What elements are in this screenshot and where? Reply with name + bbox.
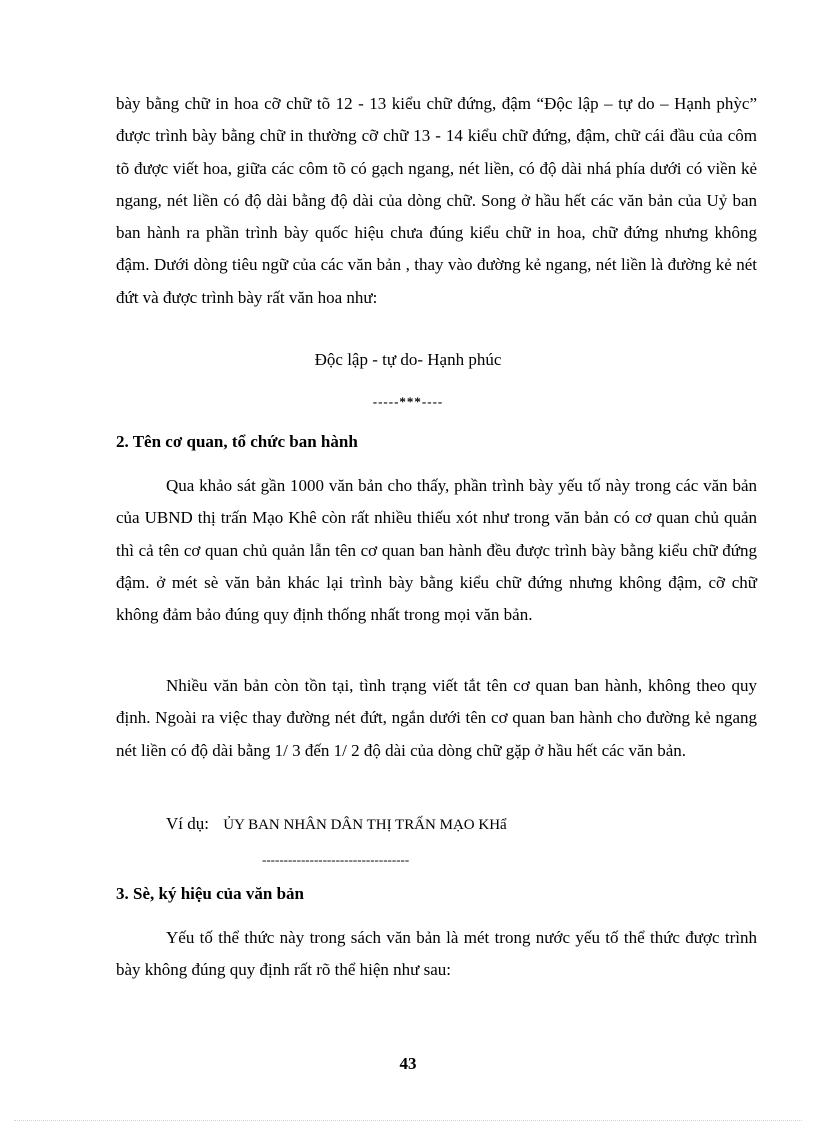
paragraph-abbreviation-issues: Nhiều văn bản còn tồn tại, tình trạng viết tắt tên cơ quan ban hành, không theo quy định. Ngoài ra việc thay đường nét đứt, ngắn dưới tên cơ quan ban hành cho đường kẻ ngang nét liền có độ dài bằng 1/ 3 đến 1/ 2 độ dài của dòng chữ gặp ở hầu hết các văn bản. xyxy=(116,676,757,760)
motto-example: Độc lập - tự do- Hạnh phúc xyxy=(314,350,502,369)
paragraph-document-number-intro: Yếu tố thể thức này trong sách văn bản là mét trong nước yếu tố thể thức được trình bày không đúng quy định rất rõ thể hiện như sau: xyxy=(116,928,757,980)
example-label: Ví dụ: xyxy=(166,814,209,833)
example-organization-name: ỦY BAN NHÂN DÂN THỊ TRẤN MẠO KHẩ xyxy=(223,817,507,833)
paragraph-agency-survey: Qua khảo sát gần 1000 văn bản cho thấy, phần trình bày yếu tố này trong các văn bản của UBND thị trấn Mạo Khê còn rất nhiều thiếu xót như trong văn bản có cơ quan chủ quản thì cả tên cơ quan chủ quản lẫn tên cơ quan ban hành đều được trình bày bằng kiểu chữ đứng đậm. ở mét sè văn bản khác lại trình bày bằng kiểu chữ đứng nhưng không đậm, cỡ chữ không đảm bảo đúng quy định thống nhất trong mọi văn bản. xyxy=(116,476,757,625)
page-bottom-divider xyxy=(14,1120,802,1121)
page-number: 43 xyxy=(399,1054,417,1073)
section-heading-document-number: 3. Sè, ký hiệu của văn bản xyxy=(116,884,304,903)
paragraph-national-motto-format: bày bằng chữ in hoa cỡ chữ tõ 12 - 13 kiểu chữ đứng, đậm “Độc lập – tự do – Hạnh phỳc” được trình bày bằng chữ in thường cỡ chữ 13 - 14 kiểu chữ đứng, đậm, chữ cái đầu của côm tõ được viết hoa, giữa các côm tõ có gạch ngang, nét liền, có độ dài nhá phía dưới có viền kẻ ngang, nét liền có độ dài bằng độ dài của dòng chữ. Song ở hầu hết các văn bản của Uỷ ban ban hành ra phần trình bày quốc hiệu chưa đúng kiểu chữ in hoa, chữ đứng nhưng không đậm. Dưới dòng tiêu ngữ của các văn bản , thay vào đường kẻ ngang, nét liền là đường kẻ nét đứt và được trình bày rất văn hoa như: xyxy=(116,94,757,307)
motto-stars-divider: -----***---- xyxy=(372,394,444,409)
example-line xyxy=(166,814,507,834)
section-heading-issuing-agency: 2. Tên cơ quan, tổ chức ban hành xyxy=(116,432,358,451)
example-dashed-rule: ---------------------------------- xyxy=(262,852,410,867)
